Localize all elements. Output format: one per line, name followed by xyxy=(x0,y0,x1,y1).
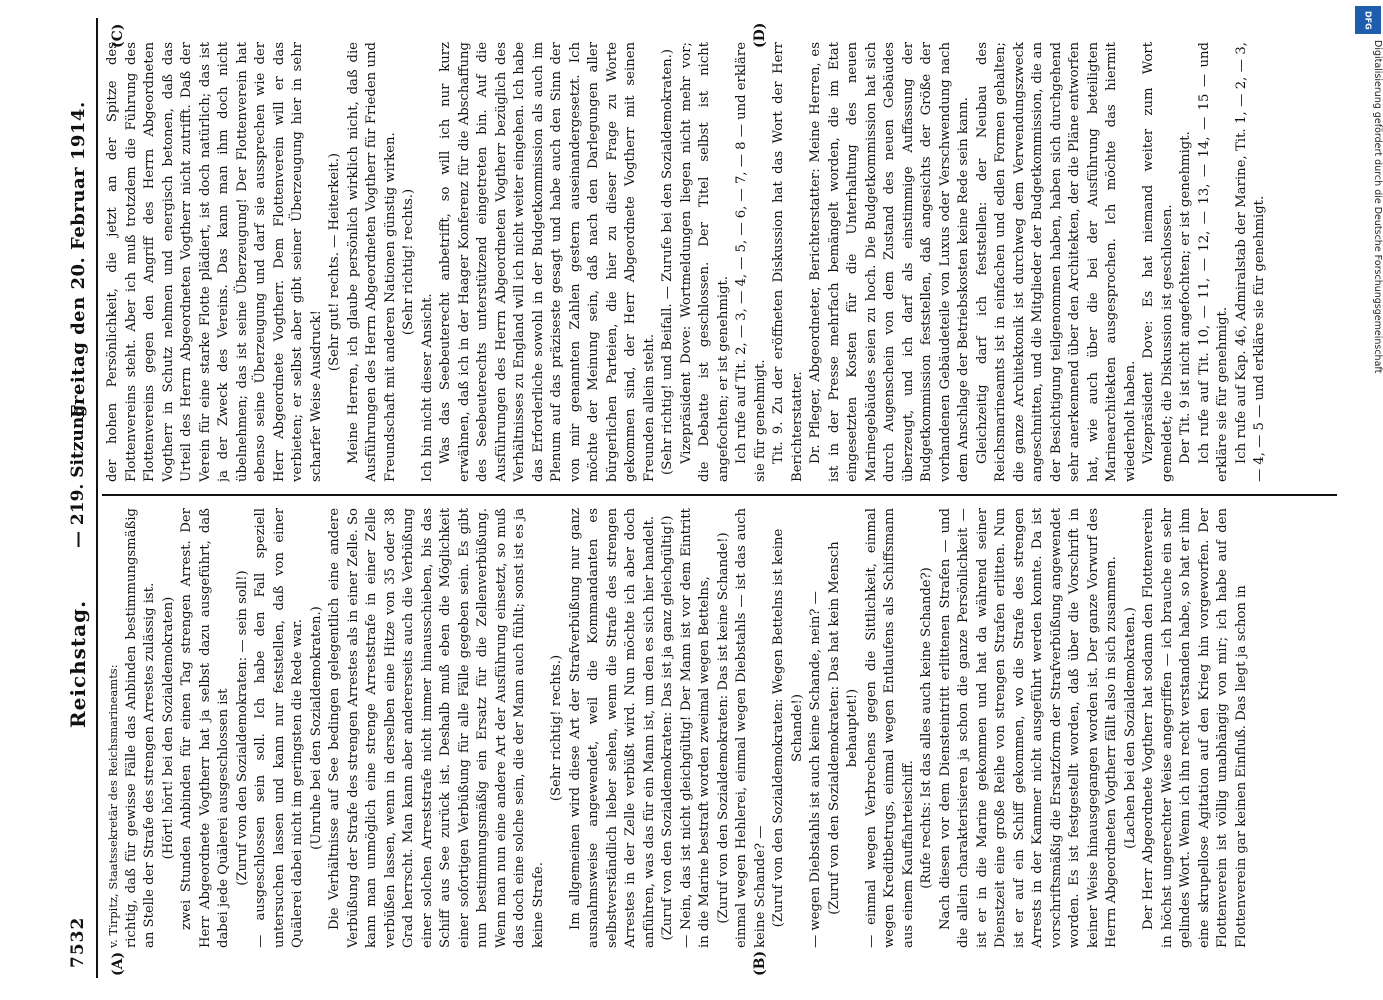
header-rule xyxy=(96,18,98,978)
margin-marker-d: (D) xyxy=(752,22,768,48)
left-paragraph: richtig, daß für gewisse Fälle das Anbinden bestimmungsmäßig an Stelle der Strafe des strengen Arrestes zulässig ist. xyxy=(123,508,157,948)
left-paragraph: Der Herr Abgeordnete Vogtherr hat sodann den Flottenverein in höchst ungerechter Weise angegriffen — ich brauche ein sehr gelindes Wort. Wenn ich ihn recht verstanden habe, so hat er ihm eine skrupellose Agitation auf den Krieg hin vorgeworfen. Der Flottenverein ist völlig unabhängig von mir; ich habe auf den Flottenverein gar keinen Einfluß. Das liegt ja schon in xyxy=(1141,508,1249,948)
running-title: Reichstag. xyxy=(66,599,90,728)
column-separator xyxy=(102,495,1337,497)
right-paragraph: Ich rufe auf Kap. 46, Admiralstab der Marine, Tit. 1, — 2, — 3, — 4, — 5 — und erkläre sie für genehmigt. xyxy=(1233,42,1267,482)
right-paragraph: Meine Herren, ich glaube persönlich wirklich nicht, daß die Ausführungen des Herrn Abgeordneten Vogtherr für Frieden und Freundschaft mit anderen Nationen günstig wirken. xyxy=(345,42,398,482)
left-interjection: (Sehr richtig! rechts.) xyxy=(549,654,564,802)
left-paragraph: einmal wegen Hehlerei, einmal wegen Diebstahls — ist das auch keine Schande? — xyxy=(734,508,768,948)
left-interjection: (Hört! hört! bei den Sozialdemokraten) xyxy=(160,596,176,860)
left-interjection: (Zuruf von den Sozialdemokraten: Das ist keine Schande!) xyxy=(715,532,731,924)
left-column xyxy=(104,508,1334,948)
margin-marker-c: (C) xyxy=(110,23,126,48)
right-paragraph: Tit. 9. Zu der eröffneten Diskussion hat das Wort der Herr Berichterstatter. xyxy=(771,42,805,482)
left-interjection: (Zuruf von den Sozialdemokraten: — sein soll!) xyxy=(234,570,250,886)
right-paragraph: Dr. Pfleger, Abgeordneter, Berichterstatter: Meine Herren, es ist in der Presse mehrfach bemängelt worden, die im Etat eingesetzten Kosten für die Unterhaltung des neuen Marinegebäudes seien zu hoch. Die Budgetkommission hat sich durch Augenschein von dem Zustand des neuen Gebäudes überzeugt, und ich darf als einstimmige Auffassung der Budgetkommission feststellen, daß angesichts der Größe der vorhandenen Gebäudeteile von Luxus oder Verschwendung nach dem Anschlage der Betriebskosten keine Rede sein kann. xyxy=(808,42,971,482)
left-interjection: (Zuruf von den Sozialdemokraten: Wegen Bettelns ist keine Schande!) xyxy=(771,528,805,928)
left-interjection: (Rufe rechts: Ist das alles auch keine Schande?) xyxy=(919,567,934,889)
left-interjection: (Unruhe bei den Sozialdemokraten.) xyxy=(308,606,324,850)
right-interjection: (Sehr gut! rechts. — Heiterkeit.) xyxy=(327,152,342,372)
left-interjection: (Zuruf von den Sozialdemokraten: Das hat kein Mensch behauptet!) xyxy=(826,541,860,915)
dfg-logo: DFG xyxy=(1355,6,1381,34)
page-number: 7532 xyxy=(68,916,88,968)
left-paragraph: — einmal wegen Verbrechens gegen die Sittlichkeit, einmal wegen Kreditbetrugs, einmal wegen Entlaufens als Schiffsmann aus einem Kauffahrteischiff. xyxy=(863,508,916,948)
margin-marker-b: (B) xyxy=(752,950,768,976)
left-interjection: (Zuruf von den Sozialdemokraten: Das ist ja ganz gleichgültig!) xyxy=(660,515,675,941)
right-paragraph: der hohen Persönlichkeit, die jetzt an der Spitze des Flottenvereins steht. Aber ich muß trotzdem die Führung des Flottenvereins gegen den Angriff des Herrn Abgeordneten Vogtherr in Schutz nehmen und energisch betonen, daß das Urteil des Herrn Abgeordneten Vogtherr nicht zutrifft. Daß der Verein für eine starke Flotte plädiert, ist doch natürlich; das ist ja der Zweck des Vereins. Das kann man ihm doch nicht übelnehmen; das ist seine Überzeugung! Der Flottenverein hat ebenso seine Überzeugung und darf sie aussprechen wie der Herr Abgeordnete Vogtherr. Dem Flottenverein will er das verbieten; er selbst aber gibt seiner Überzeugung hier in sehr scharfer Weise Ausdruck! xyxy=(105,42,324,482)
left-paragraph: Die Verhältnisse auf See bedingen gelegentlich eine andere Verbüßung der Strafe des strengen Arrestes als in einer Zelle. So kann man unmöglich eine strenge Arreststrafe in einer Zelle verbüßen lassen, wenn in derselben eine Hitze von 35 oder 38 Grad herrscht. Man kann aber andererseits auch die Verbüßung einer solchen Arreststrafe nicht immer hinausschieben, bis das Schiff aus See zurück ist. Deshalb muß eben die Möglichkeit einer sofortigen Verbüßung für alle Fälle gegeben sein. Es gibt nun bestimmungsmäßig ein Ersatz für die Zellenverbüßung. Wenn man nun eine andere Art der Ausführung einsetzt, so muß das doch eine solche sein, die der Mann auch fühlt; sonst ist es ja keine Strafe. xyxy=(327,508,546,948)
right-interjection: (Sehr richtig! und Beifall. — Zurufe bei den Sozialdemokraten.) xyxy=(660,48,675,476)
left-paragraph: — ausgeschlossen sein soll. Ich habe den Fall speziell untersuchen lassen und kann nur feststellen, daß von einer Quälerei dabei nicht im geringsten die Rede war. xyxy=(253,508,305,948)
right-paragraph: Der Tit. 9 ist nicht angefochten; er ist genehmigt. xyxy=(1178,131,1193,464)
right-paragraph: Ich rufe auf Tit. 2, — 3, — 4, — 5, — 6, — 7, — 8 — und erkläre sie für genehmigt. xyxy=(734,42,768,482)
left-paragraph: — Nein, das ist nicht gleichgültig! Der Mann ist vor dem Eintritt in die Marine bestraft worden zweimal wegen Bettelns, xyxy=(678,508,712,948)
left-paragraph: Nach diesen vor dem Diensteintritt erlittenen Strafen — und die allein charakterisieren ja schon die ganze Persönlichkeit — ist er in die Marine gekommen und hat da während seiner Dienstzeit eine große Reihe von strengen Strafen erlitten. Nun ist er auf ein Schiff gekommen, wo die Strafe des strengen Arrests in der Kammer nicht ausgeführt werden konnte. Da ist vorschriftsmäßig die Ersatzform der Strafverbüßung angewendet worden. Es ist festgestellt worden, daß über die Vorschrift in keiner Weise hinausgegangen worden ist. Der ganze Vorwurf des Herrn Abgeordneten Vogtherr fällt also in sich zusammen. xyxy=(937,508,1119,948)
right-paragraph: Gleichzeitig darf ich feststellen: der Neubau des Reichsmarineamts ist in einfachen und edlen Formen gehalten; die ganze Architektonik ist durchweg dem Verwendungszweck angeschnitten, und die Mitglieder der Budgetkommission, die an der Besichtigung teilgenommen haben, haben sich durchgehend sehr anerkennend über den Architekten, der die Pläne entworfen hat, wie auch über die bei der Ausführung beteiligten Marinearchitekten ausgesprochen. Ich möchte das hiermit wiederholt haben. xyxy=(974,42,1138,482)
right-interjection: (Sehr richtig! rechts.) xyxy=(401,188,416,336)
date-header: Freitag den 20. Februar 1914. xyxy=(68,101,89,418)
left-paragraph: — wegen Diebstahls ist auch keine Schande, nein? — xyxy=(808,591,823,948)
session-number: — 219. Sitzung. xyxy=(68,398,88,548)
digitization-credit: Digitalisierung gefördert durch die Deutsche Forschungsgemeinschaft xyxy=(1372,40,1383,374)
left-paragraph: Im allgemeinen wird diese Art der Strafverbüßung nur ganz ausnahmsweise angewendet, weil die Kommandanten es selbstverständlich lieber sehen, wenn die Strafe des strengen Arrestes in der Zelle verbüßt wird. Nun möchte ich aber doch anführen, was das für ein Mann ist, um den es sich hier handelt. xyxy=(567,508,657,948)
right-paragraph: Ich bin nicht dieser Ansicht. xyxy=(419,293,435,482)
right-paragraph: Was das Seebeuterecht anbetrifft, so will ich nur kurz erwähnen, daß ich in der Haager Konferenz für die Abschaffung des Seebeuterechts unterstützend eingetreten bin. Auf die Ausführungen des Herrn Abgeordneten Vogtherr bezüglich des Verhältnisses zu England will ich nicht weiter eingehen. Ich habe das Erforderliche sowohl in der Budgetkommission als auch im Plenum auf das präziseste gesagt und habe auch den Sinn der von mir genannten Zahlen gestern auseinandergesetzt. Ich möchte der Meinung sein, daß nach den Darlegungen aller bürgerlichen Parteien, die hier zu dieser Frage zu Worte gekommen sind, der Herr Abgeordnete Vogtherr mit seinen Freunden allein steht. xyxy=(438,42,657,482)
margin-marker-a: (A) xyxy=(110,951,126,976)
right-paragraph: Ich rufe auf Tit. 10, — 11, — 12, — 13, — 14, — 15 — und erkläre sie für genehmigt. xyxy=(1196,42,1230,482)
right-paragraph: Vizepräsident Dove: Es hat niemand weiter zum Wort gemeldet; die Diskussion ist geschlossen. xyxy=(1141,42,1175,482)
right-paragraph: Vizepräsident Dove: Wortmeldungen liegen nicht mehr vor; die Debatte ist geschlossen. Der Titel selbst ist nicht angefochten; er ist genehmigt. xyxy=(678,42,731,482)
left-interjection: (Lachen bei den Sozialdemokraten.) xyxy=(1122,607,1138,849)
right-column xyxy=(104,42,1334,482)
speaker-line: v. Tirpitz, Staatssekretär des Reichsmarineamts: xyxy=(106,664,120,948)
rotated-document-page xyxy=(62,18,1342,978)
left-paragraph: zwei Stunden Anbinden für einen Tag strengen Arrest. Der Herr Abgeordnete Vogtherr hat ja selbst dazu ausgeführt, daß dabei jede Quälerei ausgeschlossen ist xyxy=(179,508,231,948)
